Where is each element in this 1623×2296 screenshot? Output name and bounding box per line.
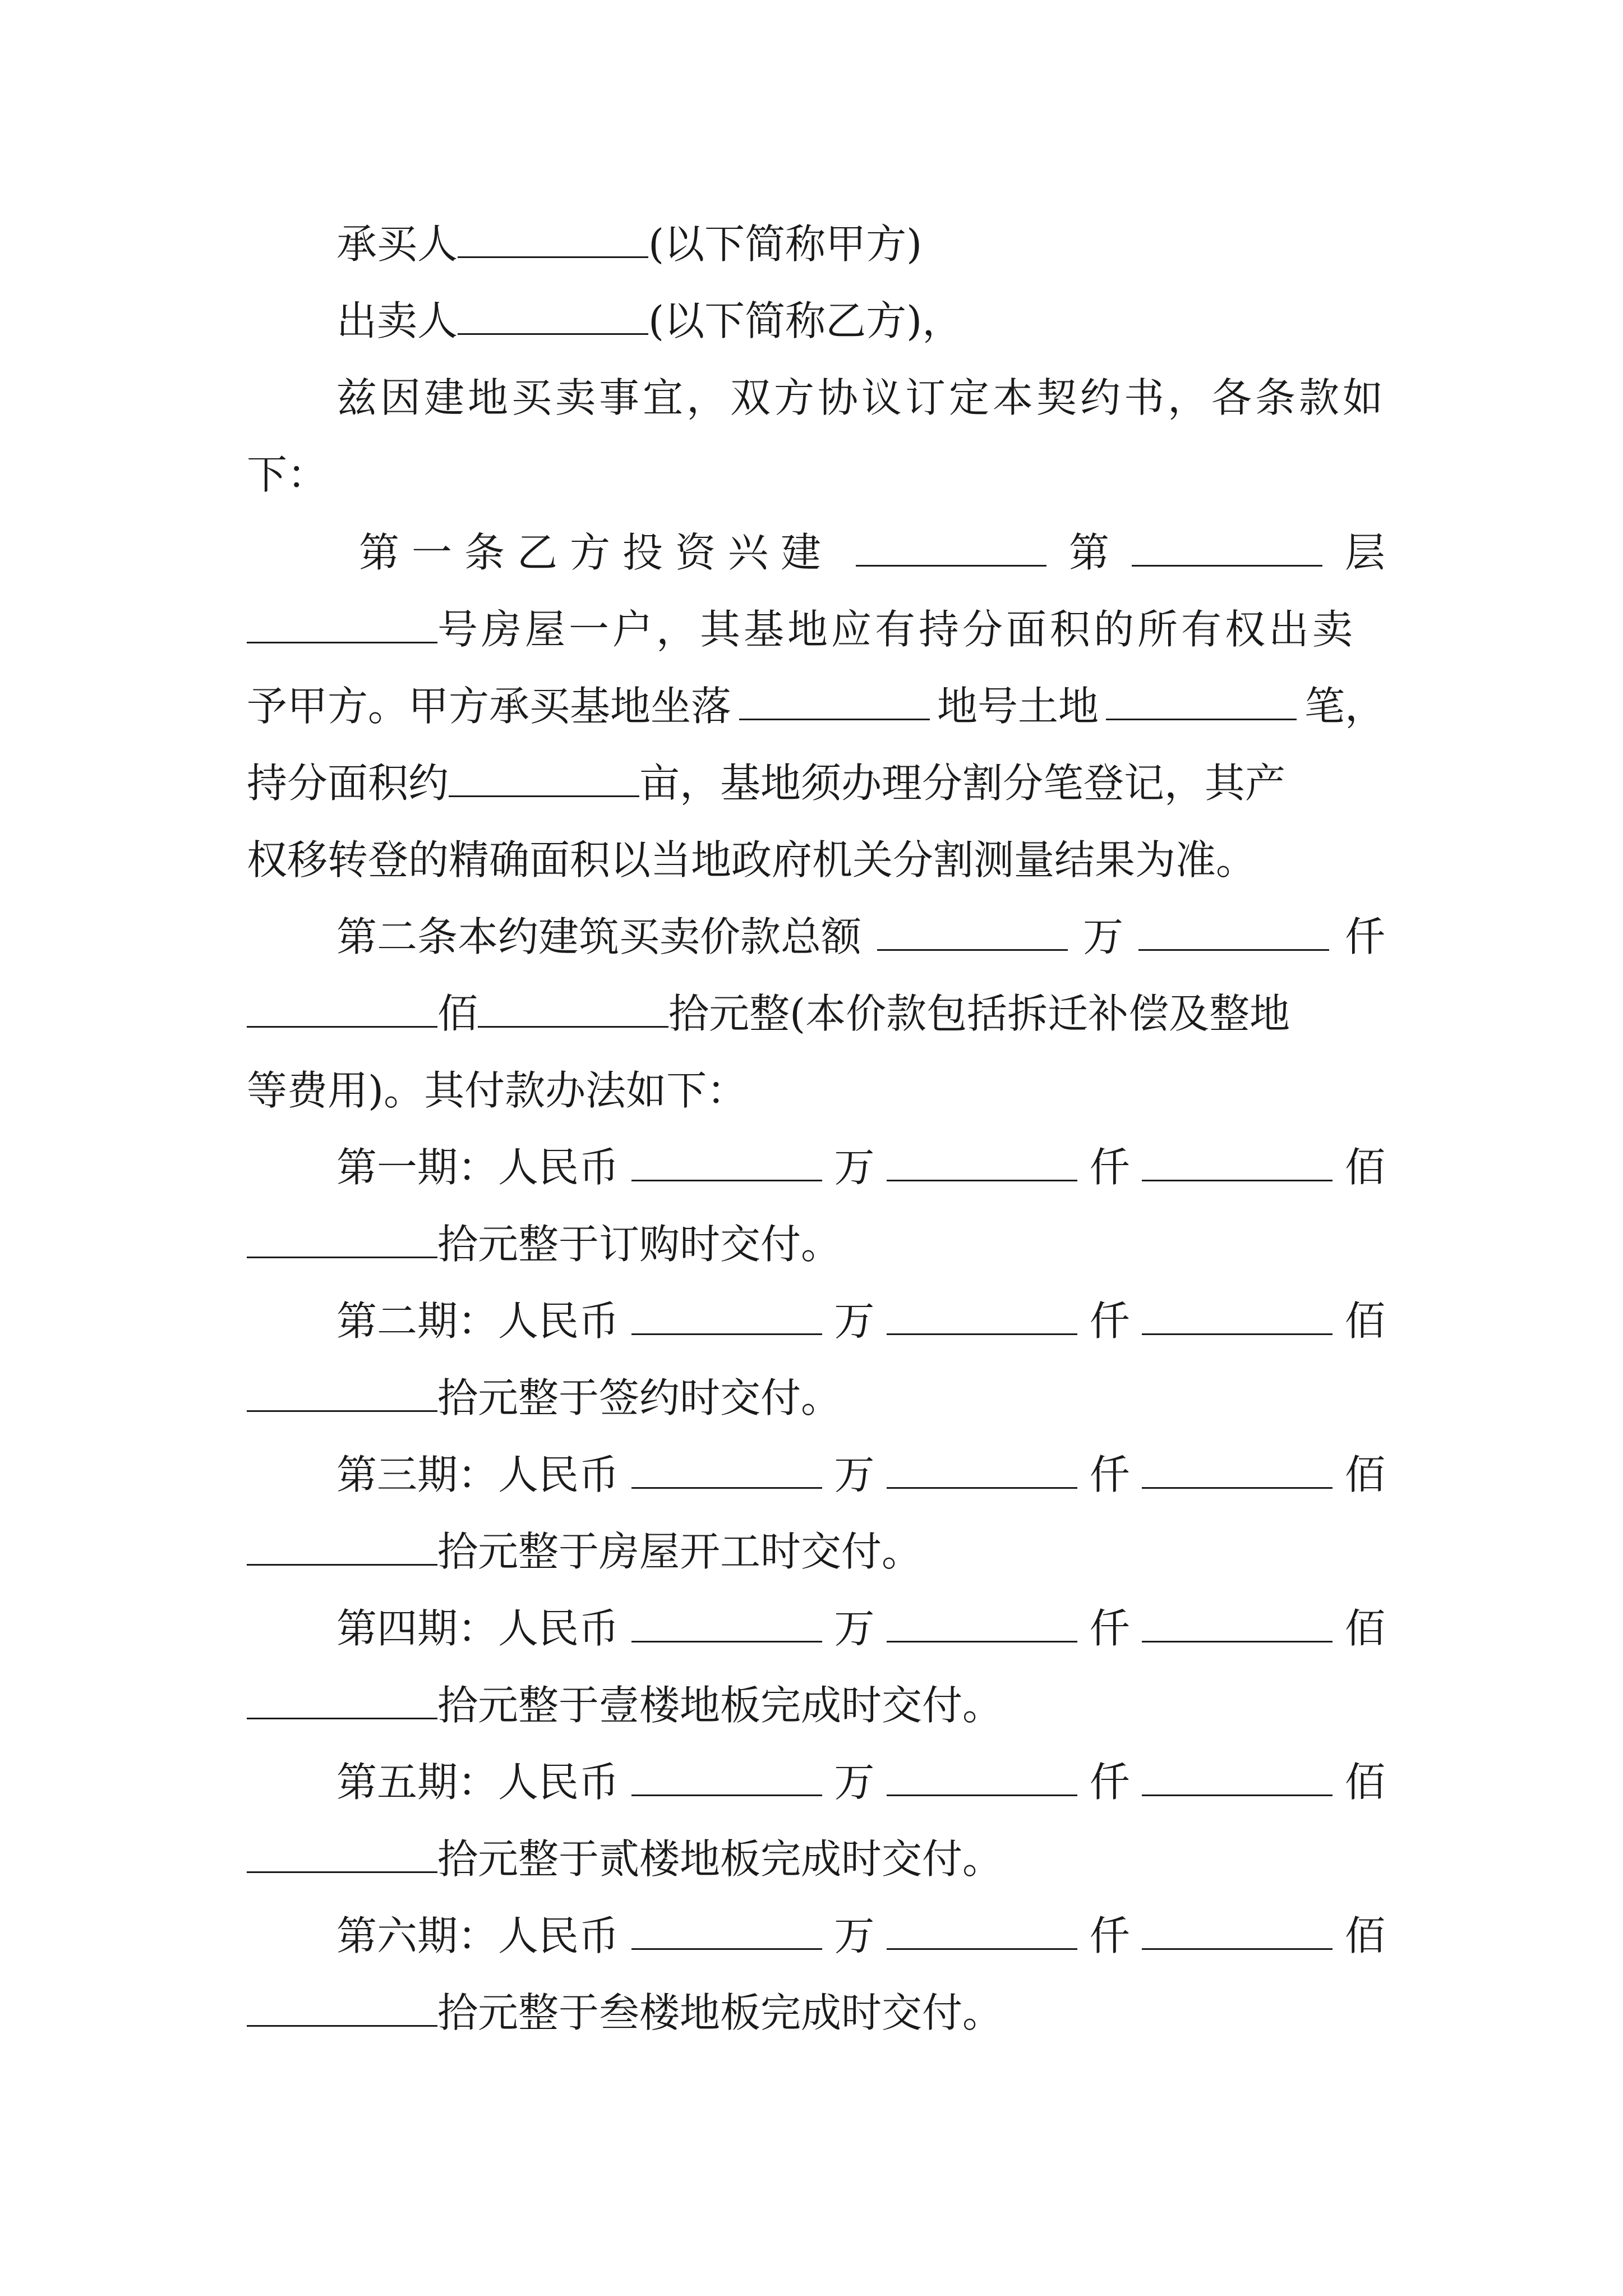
installment-unit-qian: 仟 bbox=[1089, 1605, 1130, 1652]
line-article2-2 bbox=[247, 986, 1385, 1042]
article1-unit-2: 层 bbox=[1344, 529, 1385, 576]
article1-unit-4: 笔， bbox=[1304, 683, 1385, 730]
line-article1-2 bbox=[247, 601, 1385, 657]
installment-unit-bai: 佰 bbox=[1344, 1144, 1385, 1191]
article1-unit-1: 第 bbox=[1068, 529, 1109, 576]
article2-unit-1: 万 bbox=[1082, 913, 1123, 960]
article2-blank-2[interactable] bbox=[1138, 910, 1329, 951]
installment-period: 第二期：人民币 bbox=[336, 1297, 620, 1345]
installment-unit-qian: 仟 bbox=[1089, 1451, 1130, 1498]
buyer-note: (以下简称甲方) bbox=[648, 220, 923, 268]
article1-blank-3[interactable] bbox=[247, 602, 437, 643]
line-article2-start bbox=[336, 909, 1385, 965]
article1-text-2: 号房屋一户，其基地应有持分面积的所有权出卖 bbox=[437, 606, 1357, 653]
installment-period: 第六期：人民币 bbox=[336, 1912, 620, 1959]
installment-blank-qian[interactable] bbox=[887, 1140, 1077, 1181]
installment-line-1 bbox=[336, 1600, 1385, 1657]
article2-blank-4[interactable] bbox=[478, 987, 668, 1028]
installment-unit-bai: 佰 bbox=[1344, 1297, 1385, 1345]
installment-unit-bai: 佰 bbox=[1344, 1912, 1385, 1959]
article1-text-3: 予甲方。甲方承买基地坐落 bbox=[247, 683, 732, 730]
line-article1-4 bbox=[247, 755, 1385, 811]
line-article1-start bbox=[359, 524, 1385, 581]
installment-blank-shi[interactable] bbox=[247, 1986, 437, 2027]
line-article2-3 bbox=[247, 1062, 1385, 1119]
installment-unit-qian: 仟 bbox=[1089, 1912, 1130, 1959]
seller-note: (以下简称乙方)， bbox=[648, 297, 963, 344]
installment-period: 第三期：人民币 bbox=[336, 1451, 620, 1498]
installment-unit-wan: 万 bbox=[834, 1759, 875, 1806]
installment-unit-wan: 万 bbox=[834, 1912, 875, 1959]
line-article1-3 bbox=[247, 678, 1385, 734]
article1-blank-2[interactable] bbox=[1132, 526, 1322, 567]
installment-blank-wan[interactable] bbox=[631, 1140, 822, 1181]
installment-blank-shi[interactable] bbox=[247, 1371, 437, 1412]
installment-line-2 bbox=[247, 1370, 1385, 1426]
seller-label: 出卖人 bbox=[336, 297, 458, 344]
installment-line-2 bbox=[247, 1985, 1385, 2041]
installment-unit-wan: 万 bbox=[834, 1605, 875, 1652]
installment-unit-wan: 万 bbox=[834, 1144, 875, 1191]
article2-blank-3[interactable] bbox=[247, 987, 437, 1028]
installment-blank-wan[interactable] bbox=[631, 1755, 822, 1796]
installment-line-2 bbox=[247, 1216, 1385, 1272]
installment-unit-qian: 仟 bbox=[1089, 1144, 1130, 1191]
article1-text: 第一条乙方投资兴建 bbox=[359, 529, 834, 576]
installment-unit-wan: 万 bbox=[834, 1297, 875, 1345]
installment-line-1 bbox=[336, 1447, 1385, 1503]
intro-text: 兹因建地买卖事宜，双方协议订定本契约书，各条款如 bbox=[336, 374, 1387, 421]
article1-blank-4[interactable] bbox=[739, 679, 930, 720]
installment-blank-qian[interactable] bbox=[887, 1909, 1077, 1950]
installment-line-1 bbox=[336, 1139, 1385, 1195]
intro-text-cont: 下： bbox=[247, 451, 328, 498]
article2-unit-2: 仟 bbox=[1344, 913, 1385, 960]
article1-text-6: 权移转登的精确面积以当地政府机关分割测量结果为准。 bbox=[247, 836, 1257, 884]
line-article1-5 bbox=[247, 832, 1385, 888]
installment-period: 第四期：人民币 bbox=[336, 1605, 620, 1652]
installment-unit-qian: 仟 bbox=[1089, 1759, 1130, 1806]
installment-line-1 bbox=[336, 1908, 1385, 1964]
installment-tail: 拾元整于房屋开工时交付。 bbox=[437, 1528, 923, 1575]
installment-period: 第一期：人民币 bbox=[336, 1144, 620, 1191]
installment-blank-wan[interactable] bbox=[631, 1909, 822, 1950]
article2-text: 第二条本约建筑买卖价款总额 bbox=[336, 913, 862, 960]
line-intro-cont bbox=[247, 447, 1385, 503]
line-seller bbox=[336, 293, 1385, 349]
article2-text-2: 拾元整(本价款包括拆迁补偿及整地 bbox=[668, 990, 1290, 1037]
installment-blank-shi[interactable] bbox=[247, 1832, 437, 1873]
buyer-blank[interactable] bbox=[458, 217, 648, 258]
installment-blank-bai[interactable] bbox=[1142, 1909, 1332, 1950]
installment-tail: 拾元整于签约时交付。 bbox=[437, 1374, 842, 1421]
line-buyer bbox=[336, 216, 1385, 272]
installment-line-2 bbox=[247, 1677, 1385, 1733]
article2-blank-1[interactable] bbox=[877, 910, 1068, 951]
installment-tail: 拾元整于订购时交付。 bbox=[437, 1221, 842, 1268]
installment-blank-bai[interactable] bbox=[1142, 1755, 1332, 1796]
installment-tail: 拾元整于壹楼地板完成时交付。 bbox=[437, 1682, 1003, 1729]
installment-blank-bai[interactable] bbox=[1142, 1448, 1332, 1489]
installment-blank-qian[interactable] bbox=[887, 1755, 1077, 1796]
installment-blank-qian[interactable] bbox=[887, 1448, 1077, 1489]
installment-line-2 bbox=[247, 1831, 1385, 1887]
seller-blank[interactable] bbox=[458, 294, 648, 335]
installment-blank-wan[interactable] bbox=[631, 1448, 822, 1489]
article1-text-4: 持分面积约 bbox=[247, 760, 449, 807]
installment-unit-qian: 仟 bbox=[1089, 1297, 1130, 1345]
installment-blank-qian[interactable] bbox=[887, 1602, 1077, 1642]
installment-blank-shi[interactable] bbox=[247, 1217, 437, 1258]
buyer-label: 承买人 bbox=[336, 220, 458, 268]
installment-line-2 bbox=[247, 1524, 1385, 1580]
installment-blank-bai[interactable] bbox=[1142, 1140, 1332, 1181]
installment-blank-bai[interactable] bbox=[1142, 1602, 1332, 1642]
installment-period: 第五期：人民币 bbox=[336, 1759, 620, 1806]
article1-blank-1[interactable] bbox=[856, 526, 1046, 567]
installment-unit-bai: 佰 bbox=[1344, 1605, 1385, 1652]
installment-unit-bai: 佰 bbox=[1344, 1759, 1385, 1806]
installment-blank-shi[interactable] bbox=[247, 1678, 437, 1719]
installment-unit-wan: 万 bbox=[834, 1451, 875, 1498]
article2-unit-3: 佰 bbox=[437, 990, 478, 1037]
article1-blank-5[interactable] bbox=[1106, 679, 1297, 720]
article2-text-3: 等费用)。其付款办法如下： bbox=[247, 1067, 748, 1114]
installment-blank-shi[interactable] bbox=[247, 1525, 437, 1566]
installment-line-1 bbox=[336, 1754, 1385, 1810]
installment-tail: 拾元整于贰楼地板完成时交付。 bbox=[437, 1835, 1003, 1883]
article1-blank-6[interactable] bbox=[449, 756, 639, 797]
installment-blank-qian[interactable] bbox=[887, 1294, 1077, 1335]
line-intro bbox=[336, 370, 1385, 426]
installment-tail: 拾元整于叁楼地板完成时交付。 bbox=[437, 1989, 1003, 2036]
article1-text-5: 亩，基地须办理分割分笔登记，其产 bbox=[639, 760, 1286, 807]
installment-line-1 bbox=[336, 1293, 1385, 1349]
installment-unit-bai: 佰 bbox=[1344, 1451, 1385, 1498]
article1-unit-3: 地号土地 bbox=[937, 683, 1099, 730]
installment-blank-wan[interactable] bbox=[631, 1294, 822, 1335]
installment-blank-bai[interactable] bbox=[1142, 1294, 1332, 1335]
installment-blank-wan[interactable] bbox=[631, 1602, 822, 1642]
